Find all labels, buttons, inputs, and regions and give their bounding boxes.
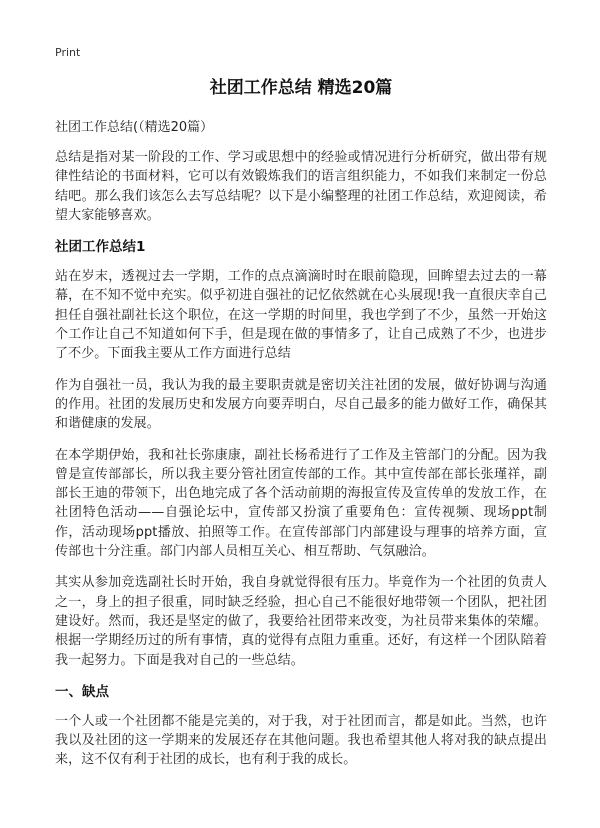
intro-paragraph: 总结是指对某一阶段的工作、学习或思想中的经验或情况进行分析研究，做出带有规律性结论的书面材料，它可以有效锻炼我们的语言组织能力，不如我们来制定一份总结吧。那么我们该怎么去写总结呢？以下是小编整理的社团工作总结，欢迎阅读，希望大家能够喜欢。	[55, 150, 547, 223]
document-subtitle: 社团工作总结(（精选20篇）	[55, 120, 214, 135]
paragraph: 一个人或一个社团都不能是完美的，对于我，对于社团而言，都是如此。当然，也许我以及社团的这一学期来的发展还存在其他问题。我也希望其他人将对我的缺点提出来，这不仅有利于社团的成长，也有利于我的成长。	[55, 713, 547, 768]
paragraph: 作为自强社一员，我认为我的最主要职责就是密切关注社团的发展，做好协调与沟通的作用。社团的发展历史和发展方向要弄明白，尽自己最多的能力做好工作，确保其和谐健康的发展。	[55, 377, 547, 432]
paragraph: 在本学期伊始，我和社长弥康康，副社长杨希进行了工作及主管部门的分配。因为我曾是宣传部部长，所以我主要分管社团宣传部的工作。其中宣传部在部长张瑾祥，副部长王迪的带领下，出色地完成了各个活动前期的海报宣传及宣传单的发放工作，在社团特色活动——自强论坛中，宣传部又扮演了重要角色：宣传视频、现场ppt制作，活动现场ppt播放、拍照等工作。在宣传部部门内部建设与理事的培养方面，宣传部也十分注重。部门内部人员相互关心、相互帮助、气氛融洽。	[55, 447, 547, 560]
print-label[interactable]: Print	[55, 46, 81, 59]
paragraph: 站在岁末，透视过去一学期，工作的点点滴滴时时在眼前隐现，回眸望去过去的一幕幕，在不知不觉中充实。似乎初进自强社的记忆依然就在心头展现!我一直很庆幸自己担任自强社副社长这个职位，在这一学期的时间里，我也学到了不少，虽然一开始这个工作让自己不知道如何下手，但是现在做的事情多了，让自己成熟了不少，也进步了不少。下面我主要从工作方面进行总结	[55, 269, 547, 362]
document-body	[55, 76, 547, 782]
document-title: 社团工作总结 精选20篇	[209, 78, 393, 98]
paragraph: 其实从参加竞选副社长时开始，我自身就觉得很有压力。毕竟作为一个社团的负责人之一，身上的担子很重，同时缺乏经验，担心自己不能很好地带领一个团队，把社团建设好。然而，我还是坚定的做了，我要给社团带来改变，为社员带来集体的荣耀。根据一学期经历过的所有事情，真的觉得有点阻力重重。还好，有这样一个团队陪着我一起努力。下面是我对自己的一些总结。	[55, 575, 547, 668]
section-heading: 社团工作总结1	[55, 239, 146, 256]
section-heading: 一、缺点	[55, 683, 109, 700]
